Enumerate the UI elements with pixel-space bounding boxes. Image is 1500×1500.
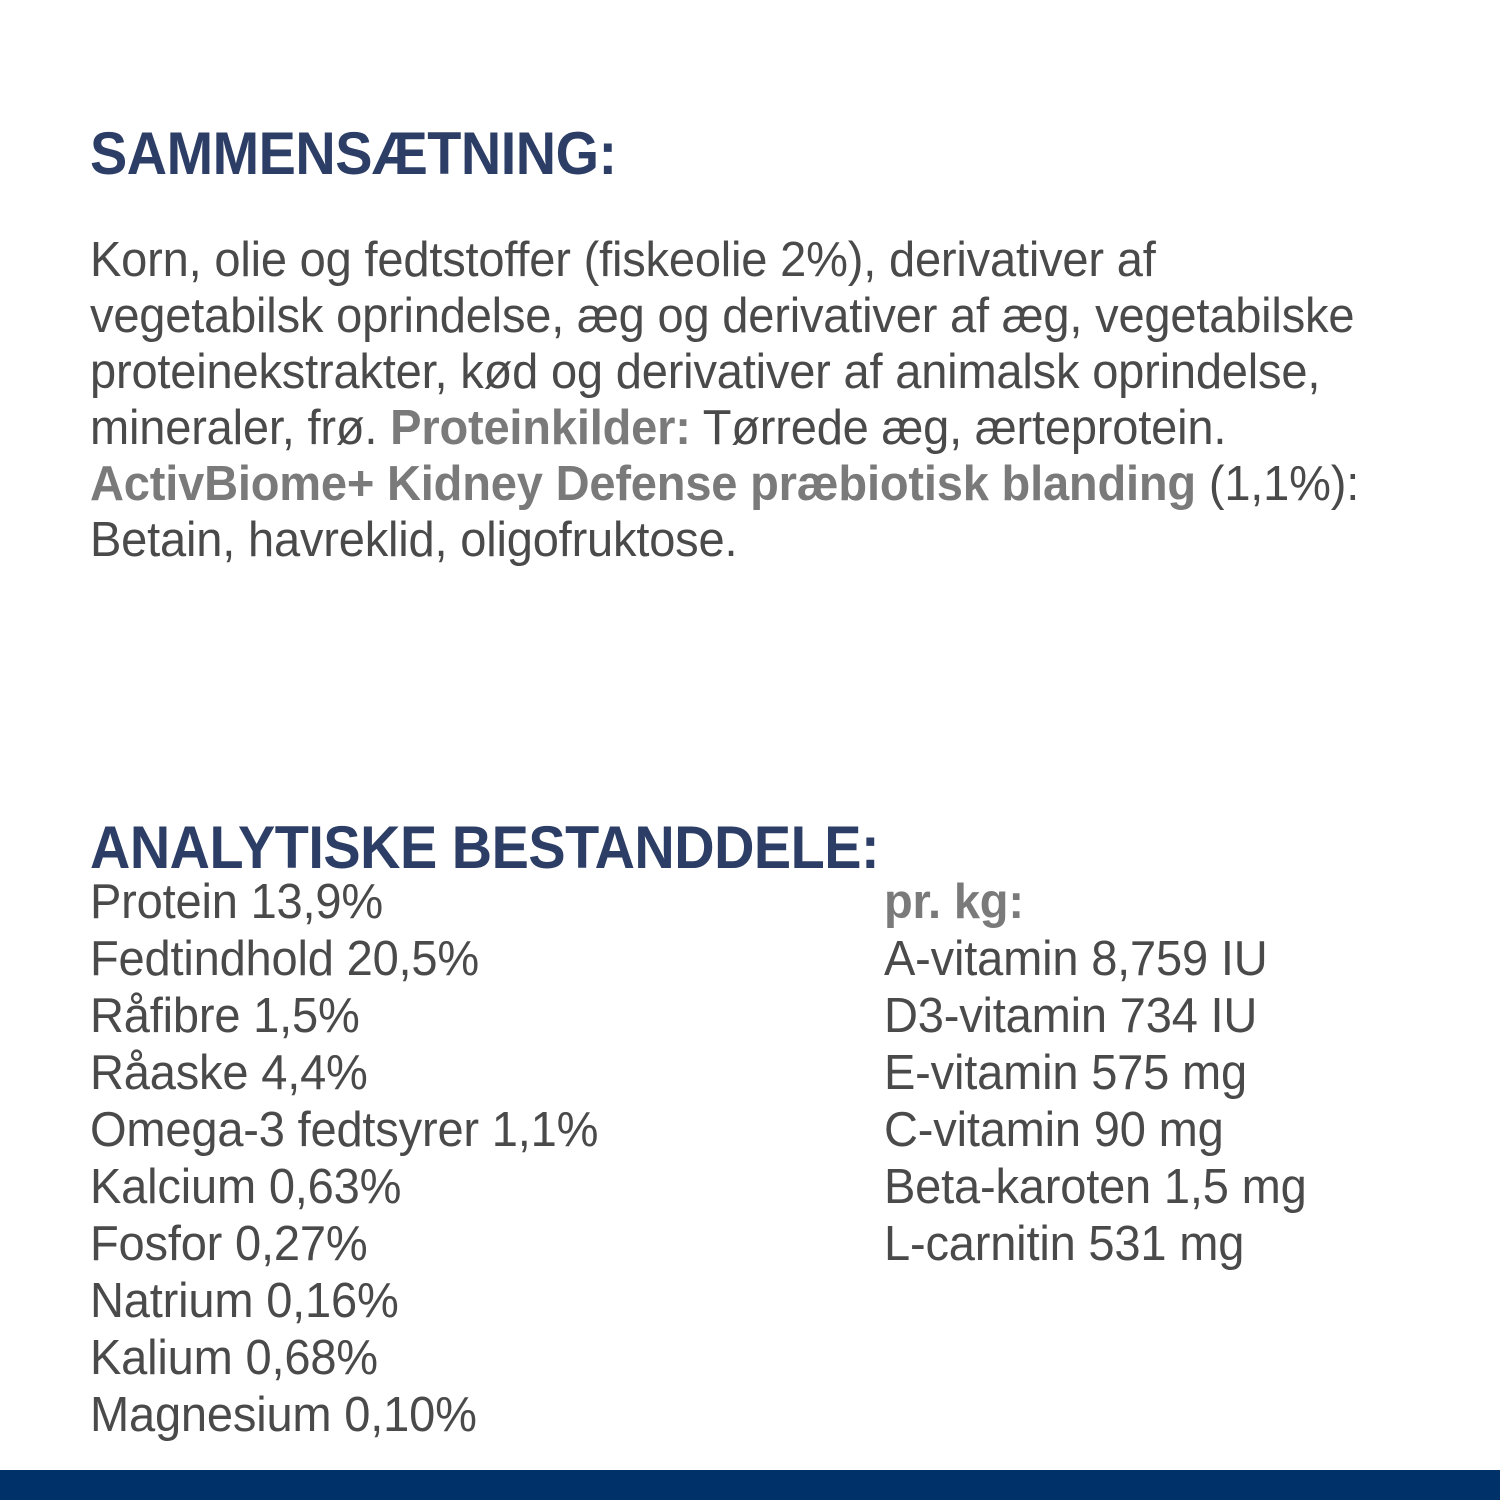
nutrient-row: Beta-karoten 1,5 mg — [884, 1160, 1307, 1214]
nutrient-row: D3-vitamin 734 IU — [884, 989, 1258, 1043]
nutrient-row: Protein 13,9% — [90, 875, 384, 929]
prebiotic-blend-text: (1,1%): Betain, havreklid, oligofruktose. — [90, 457, 1360, 567]
nutrient-row: Fosfor 0,27% — [90, 1217, 368, 1271]
nutrient-row: Råfibre 1,5% — [90, 989, 360, 1043]
nutrient-row: Råaske 4,4% — [90, 1046, 368, 1100]
protein-sources-text: Tørrede æg, ærteprotein. — [690, 401, 1227, 455]
protein-sources-label: Proteinkilder: — [390, 401, 691, 455]
nutrient-row: Kalium 0,68% — [90, 1331, 378, 1385]
prebiotic-blend-label: ActivBiome+ Kidney Defense præbiotisk blanding — [90, 457, 1196, 511]
analytical-left-column — [90, 874, 884, 1444]
nutrient-row: Kalcium 0,63% — [90, 1160, 402, 1214]
nutrient-row: A-vitamin 8,759 IU — [884, 932, 1268, 986]
nutrient-row: L-carnitin 531 mg — [884, 1217, 1245, 1271]
nutrient-row: Omega-3 fedtsyrer 1,1% — [90, 1103, 599, 1157]
nutrient-row: C-vitamin 90 mg — [884, 1103, 1224, 1157]
nutrient-row: Natrium 0,16% — [90, 1274, 399, 1328]
ingredients-main-text: Korn, olie og fedtstoffer (fiskeolie 2%), derivativer af vegetabilsk oprindelse, æg og derivativer af æg, vegetabilske proteinekstrakter, kød og derivativer af animalsk oprindelse, mineraler, frø. — [90, 233, 1355, 455]
page-title-analytical-constituents: ANALYTISKE BESTANDDELE: — [90, 814, 880, 882]
per-kilogram-header: pr. kg: — [884, 875, 1024, 929]
nutrient-row: E-vitamin 575 mg — [884, 1046, 1247, 1100]
nutrient-row: Fedtindhold 20,5% — [90, 932, 480, 986]
nutrient-row: Magnesium 0,10% — [90, 1388, 477, 1442]
ingredients-paragraph — [90, 232, 1376, 568]
analytical-right-column — [884, 874, 1430, 1273]
analytical-constituents-table — [90, 874, 1430, 1444]
page-title-composition: SAMMENSÆTNING: — [90, 120, 617, 188]
bottom-accent-bar — [0, 1470, 1500, 1500]
